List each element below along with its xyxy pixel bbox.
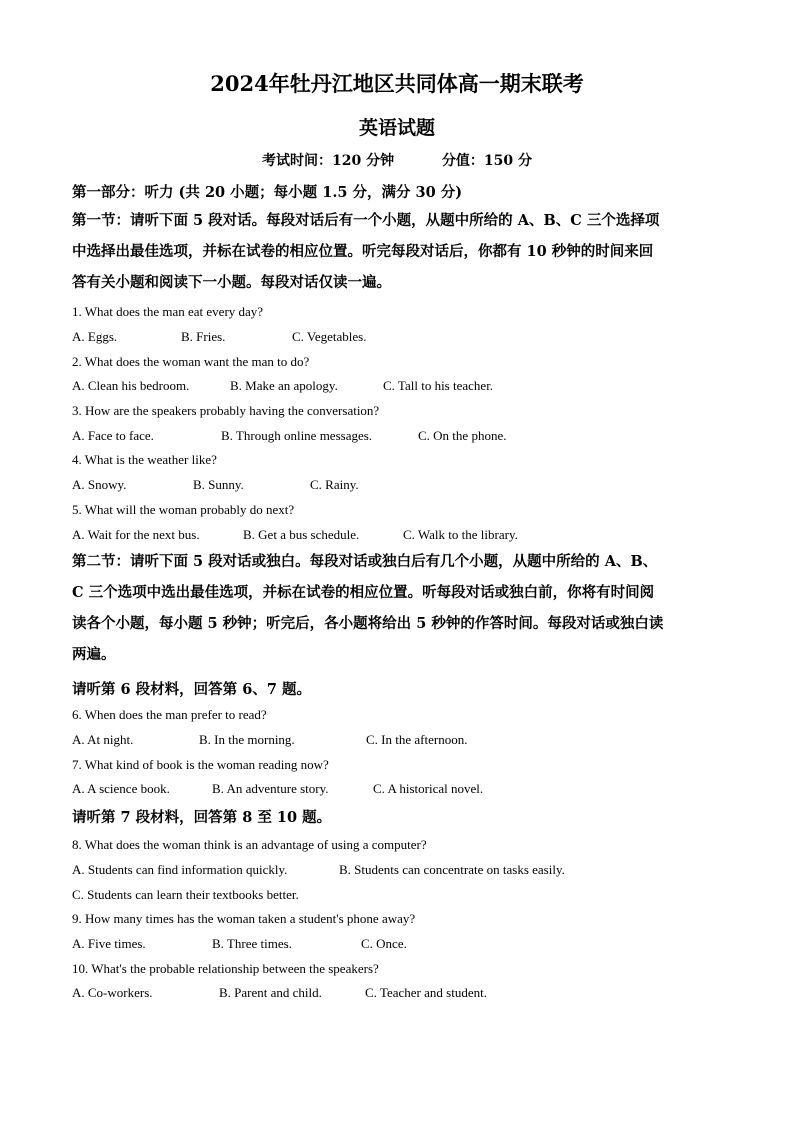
material-6-heading: 请听第 6 段材料，回答第 6、7 题。	[72, 681, 311, 698]
option-b: B. Through online messages.	[221, 428, 373, 443]
option-a: A. At night.	[72, 732, 134, 747]
question-3: 3. How are the speakers probably having the conversation?	[72, 403, 380, 418]
option-a: A. Snowy.	[72, 477, 127, 492]
option-b: B. Make an apology.	[230, 378, 338, 393]
instruction-line: 答有关小题和阅读下一小题。每段对话仅读一遍。	[72, 274, 391, 291]
option-a: A. A science book.	[72, 781, 170, 796]
instruction-line: 两遍。	[72, 646, 116, 663]
question-8: 8. What does the woman think is an advantage of using a computer?	[72, 837, 427, 852]
question-6: 6. When does the man prefer to read?	[72, 707, 267, 722]
option-b: B. In the morning.	[199, 732, 295, 747]
exam-time: 考试时间：120 分钟	[262, 153, 395, 169]
instruction-line: 第一节：请听下面 5 段对话。每段对话后有一个小题，从题中所给的 A、B、C 三个选择项	[72, 212, 660, 229]
option-a: A. Face to face.	[72, 428, 154, 443]
part1-heading: 第一部分：听力 (共 20 小题；每小题 1.5 分，满分 30 分)	[72, 184, 463, 201]
question-2: 2. What does the woman want the man to do?	[72, 354, 310, 369]
option-a: A. Eggs.	[72, 329, 118, 344]
option-b: B. Parent and child.	[219, 985, 322, 1000]
question-4: 4. What is the weather like?	[72, 452, 217, 467]
option-c: C. Once.	[361, 936, 407, 951]
option-c: C. Rainy.	[310, 477, 359, 492]
option-a: A. Wait for the next bus.	[72, 527, 200, 542]
option-c: C. Vegetables.	[292, 329, 367, 344]
option-a: A. Co-workers.	[72, 985, 153, 1000]
option-a: A. Clean his bedroom.	[72, 378, 190, 393]
option-c: C. Students can learn their textbooks better.	[72, 887, 299, 902]
material-7-heading: 请听第 7 段材料，回答第 8 至 10 题。	[72, 809, 332, 826]
question-1: 1. What does the man eat every day?	[72, 304, 264, 319]
exam-subject: 英语试题	[358, 117, 435, 139]
option-b: B. Three times.	[212, 936, 292, 951]
instruction-line: C 三个选项中选出最佳选项，并标在试卷的相应位置。听每段对话或独白前，你将有时间阅	[72, 584, 655, 601]
option-b: B. Get a bus schedule.	[243, 527, 360, 542]
instruction-line: 读各个小题，每小题 5 秒钟；听完后，各小题将给出 5 秒钟的作答时间。每段对话或独白读	[72, 615, 664, 632]
section1-instructions	[72, 205, 722, 298]
question-10: 10. What's the probable relationship between the speakers?	[72, 961, 379, 976]
option-a: A. Five times.	[72, 936, 146, 951]
option-b: B. Fries.	[181, 329, 226, 344]
option-c: C. In the afternoon.	[366, 732, 468, 747]
section2-instructions	[72, 546, 722, 670]
option-c: C. Walk to the library.	[403, 527, 518, 542]
exam-score: 分值：150 分	[441, 153, 532, 169]
question-5: 5. What will the woman probably do next?	[72, 502, 295, 517]
instruction-line: 中选择出最佳选项，并标在试卷的相应位置。听完每段对话后，你都有 10 秒钟的时间来回	[72, 243, 654, 260]
option-c: C. Tall to his teacher.	[383, 378, 494, 393]
question-9: 9. How many times has the woman taken a student's phone away?	[72, 911, 416, 926]
question-7: 7. What kind of book is the woman reading now?	[72, 757, 329, 772]
option-b: B. Sunny.	[193, 477, 244, 492]
option-c: C. Teacher and student.	[365, 985, 487, 1000]
instruction-line: 第二节：请听下面 5 段对话或独白。每段对话或独白后有几个小题，从题中所给的 A、B、	[72, 553, 658, 570]
option-c: C. On the phone.	[418, 428, 507, 443]
option-b: B. An adventure story.	[212, 781, 329, 796]
option-a: A. Students can find information quickly.	[72, 862, 288, 877]
exam-info	[0, 150, 794, 170]
option-c: C. A historical novel.	[373, 781, 484, 796]
exam-title: 2024年牡丹江地区共同体高一期末联考	[210, 71, 584, 96]
option-b: B. Students can concentrate on tasks easily.	[339, 862, 565, 877]
